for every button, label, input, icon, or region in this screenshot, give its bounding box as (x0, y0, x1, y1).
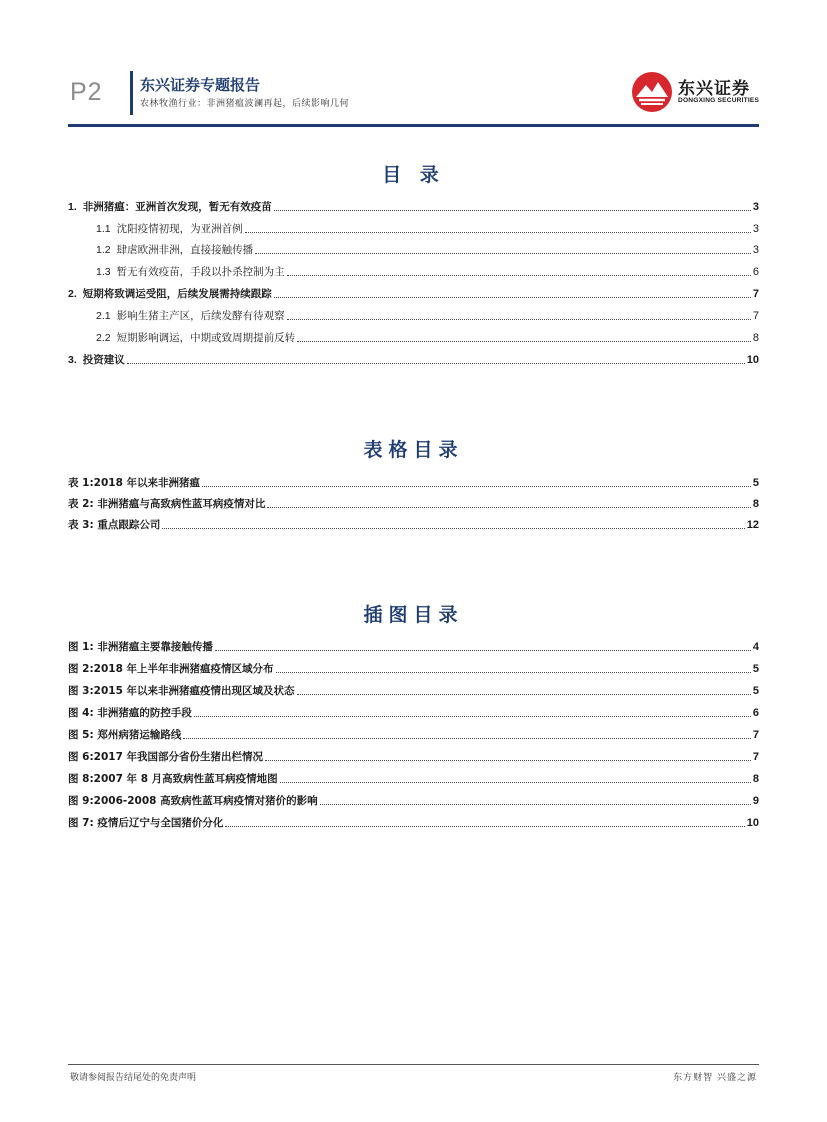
figure-entry-page: 7 (752, 751, 759, 763)
page-number: P2 (70, 78, 103, 106)
toc-entry-label: 短期将致调运受阻，后续发展需持续跟踪 (82, 288, 272, 300)
figure-entry[interactable] (68, 814, 759, 830)
figure-entry[interactable] (68, 726, 759, 742)
toc-entry-number: 2. (68, 288, 77, 300)
toc-entry[interactable] (68, 351, 759, 367)
report-title: 东兴证券专题报告 (140, 76, 261, 94)
toc-entry-label: 暂无有效疫苗，手段以扑杀控制为主 (116, 266, 285, 278)
figure-entry-label: 图 7: 疫情后辽宁与全国猪价分化 (68, 817, 224, 829)
toc-entry[interactable] (96, 329, 759, 345)
table-entry[interactable] (68, 495, 759, 511)
toc-entry-label: 投资建议 (82, 354, 125, 366)
toc-entry-number: 3. (68, 354, 77, 366)
toc-entry-number: 1.3 (96, 266, 111, 278)
figure-entry-label: 图 9:2006-2008 高致病性蓝耳病疫情对猪价的影响 (68, 795, 318, 807)
dot-leader (287, 318, 751, 320)
toc-entry-page: 3 (752, 223, 759, 235)
dot-leader (267, 506, 751, 508)
toc-entry-number: 1. (68, 201, 77, 213)
toc-entry-page: 7 (752, 310, 759, 322)
figure-entry-page: 10 (746, 817, 759, 829)
figure-entry-label: 图 4: 非洲猪瘟的防控手段 (68, 707, 192, 719)
dot-leader (215, 649, 751, 651)
toc-entry[interactable] (68, 198, 759, 214)
dongxing-logo (630, 70, 760, 114)
toc-entry-label: 肆虐欧洲非洲，直接接触传播 (116, 244, 254, 256)
table-entry[interactable] (68, 474, 759, 490)
table-entry-label: 表 1:2018 年以来非洲猪瘟 (68, 477, 201, 489)
logo-text-en: DONGXING SECURITIES (678, 97, 760, 104)
footer-disclaimer: 敬请参阅报告结尾处的免责声明 (70, 1073, 197, 1083)
toc-entry-number: 1.1 (96, 223, 111, 235)
toc-entry[interactable] (68, 285, 759, 301)
figure-entry-label: 图 8:2007 年 8 月高致病性蓝耳病疫情地图 (68, 773, 278, 785)
toc-entry-label: 非洲猪瘟：亚洲首次发现，暂无有效疫苗 (82, 201, 272, 213)
toc-entry[interactable] (96, 241, 759, 257)
toc-entry-label: 短期影响调运，中期或致周期提前反转 (116, 332, 296, 344)
figure-entry-page: 5 (752, 685, 759, 697)
toc-entry-page: 3 (752, 244, 759, 256)
toc-entry-number: 2.2 (96, 332, 111, 344)
dot-leader (183, 737, 751, 739)
figures-list-title: 插图目录 (363, 604, 464, 626)
dot-leader (255, 252, 751, 254)
figure-entry-page: 5 (752, 663, 759, 675)
toc-entry-page: 6 (752, 266, 759, 278)
header-rule (68, 124, 759, 127)
figure-entry[interactable] (68, 770, 759, 786)
figure-entry[interactable] (68, 682, 759, 698)
dot-leader (320, 803, 751, 805)
logo-text-cn: 东兴证券 (678, 79, 750, 99)
figure-entry[interactable] (68, 660, 759, 676)
figure-entry-page: 8 (752, 773, 759, 785)
dot-leader (287, 274, 751, 276)
table-entry-page: 8 (752, 498, 759, 510)
dot-leader (276, 671, 751, 673)
toc-entry-page: 7 (752, 288, 759, 300)
dot-leader (202, 485, 751, 487)
toc-entry[interactable] (96, 263, 759, 279)
dot-leader (194, 715, 751, 717)
toc-entry-page: 8 (752, 332, 759, 344)
figure-entry[interactable] (68, 748, 759, 764)
dongxing-logo-icon (630, 70, 674, 114)
toc-entry-label: 影响生猪主产区，后续发酵有待观察 (116, 310, 285, 322)
dot-leader (274, 296, 751, 298)
footer-slogan: 东方财智 兴盛之源 (673, 1073, 757, 1083)
dot-leader (127, 362, 745, 364)
footer-rule (68, 1064, 759, 1065)
dot-leader (265, 759, 751, 761)
toc-entry-number: 1.2 (96, 244, 111, 256)
dot-leader (225, 825, 744, 827)
dot-leader (297, 693, 751, 695)
figure-entry-page: 7 (752, 729, 759, 741)
toc-entry-page: 10 (746, 354, 759, 366)
header-divider-bar (130, 71, 133, 115)
figure-entry-label: 图 3:2015 年以来非洲猪瘟疫情出现区域及状态 (68, 685, 295, 697)
tables-list-title: 表格目录 (363, 439, 464, 461)
toc-entry[interactable] (96, 307, 759, 323)
toc-entry-number: 2.1 (96, 310, 111, 322)
toc-entry-page: 3 (752, 201, 759, 213)
dot-leader (162, 527, 744, 529)
toc-entry-label: 沈阳疫情初现，为亚洲首例 (116, 223, 243, 235)
figure-entry-page: 6 (752, 707, 759, 719)
table-entry-page: 5 (752, 477, 759, 489)
figure-entry[interactable] (68, 638, 759, 654)
dot-leader (297, 340, 751, 342)
dot-leader (274, 209, 751, 211)
figure-entry-label: 图 5: 郑州病猪运输路线 (68, 729, 182, 741)
report-subtitle: 农林牧渔行业：非洲猪瘟波澜再起，后续影响几何 (140, 99, 350, 109)
figure-entry-page: 9 (752, 795, 759, 807)
figure-entry-label: 图 2:2018 年上半年非洲猪瘟疫情区域分布 (68, 663, 274, 675)
figure-entry[interactable] (68, 792, 759, 808)
toc-title: 目 录 (382, 164, 445, 186)
dot-leader (280, 781, 751, 783)
figure-entry-label: 图 6:2017 年我国部分省份生猪出栏情况 (68, 751, 264, 763)
dot-leader (245, 231, 751, 233)
table-entry[interactable] (68, 516, 759, 532)
figure-entry[interactable] (68, 704, 759, 720)
table-entry-label: 表 2: 非洲猪瘟与高致病性蓝耳病疫情对比 (68, 498, 266, 510)
toc-entry[interactable] (96, 220, 759, 236)
table-entry-label: 表 3: 重点跟踪公司 (68, 519, 161, 531)
figure-entry-label: 图 1: 非洲猪瘟主要靠接触传播 (68, 641, 213, 653)
figure-entry-page: 4 (752, 641, 759, 653)
table-entry-page: 12 (746, 519, 759, 531)
